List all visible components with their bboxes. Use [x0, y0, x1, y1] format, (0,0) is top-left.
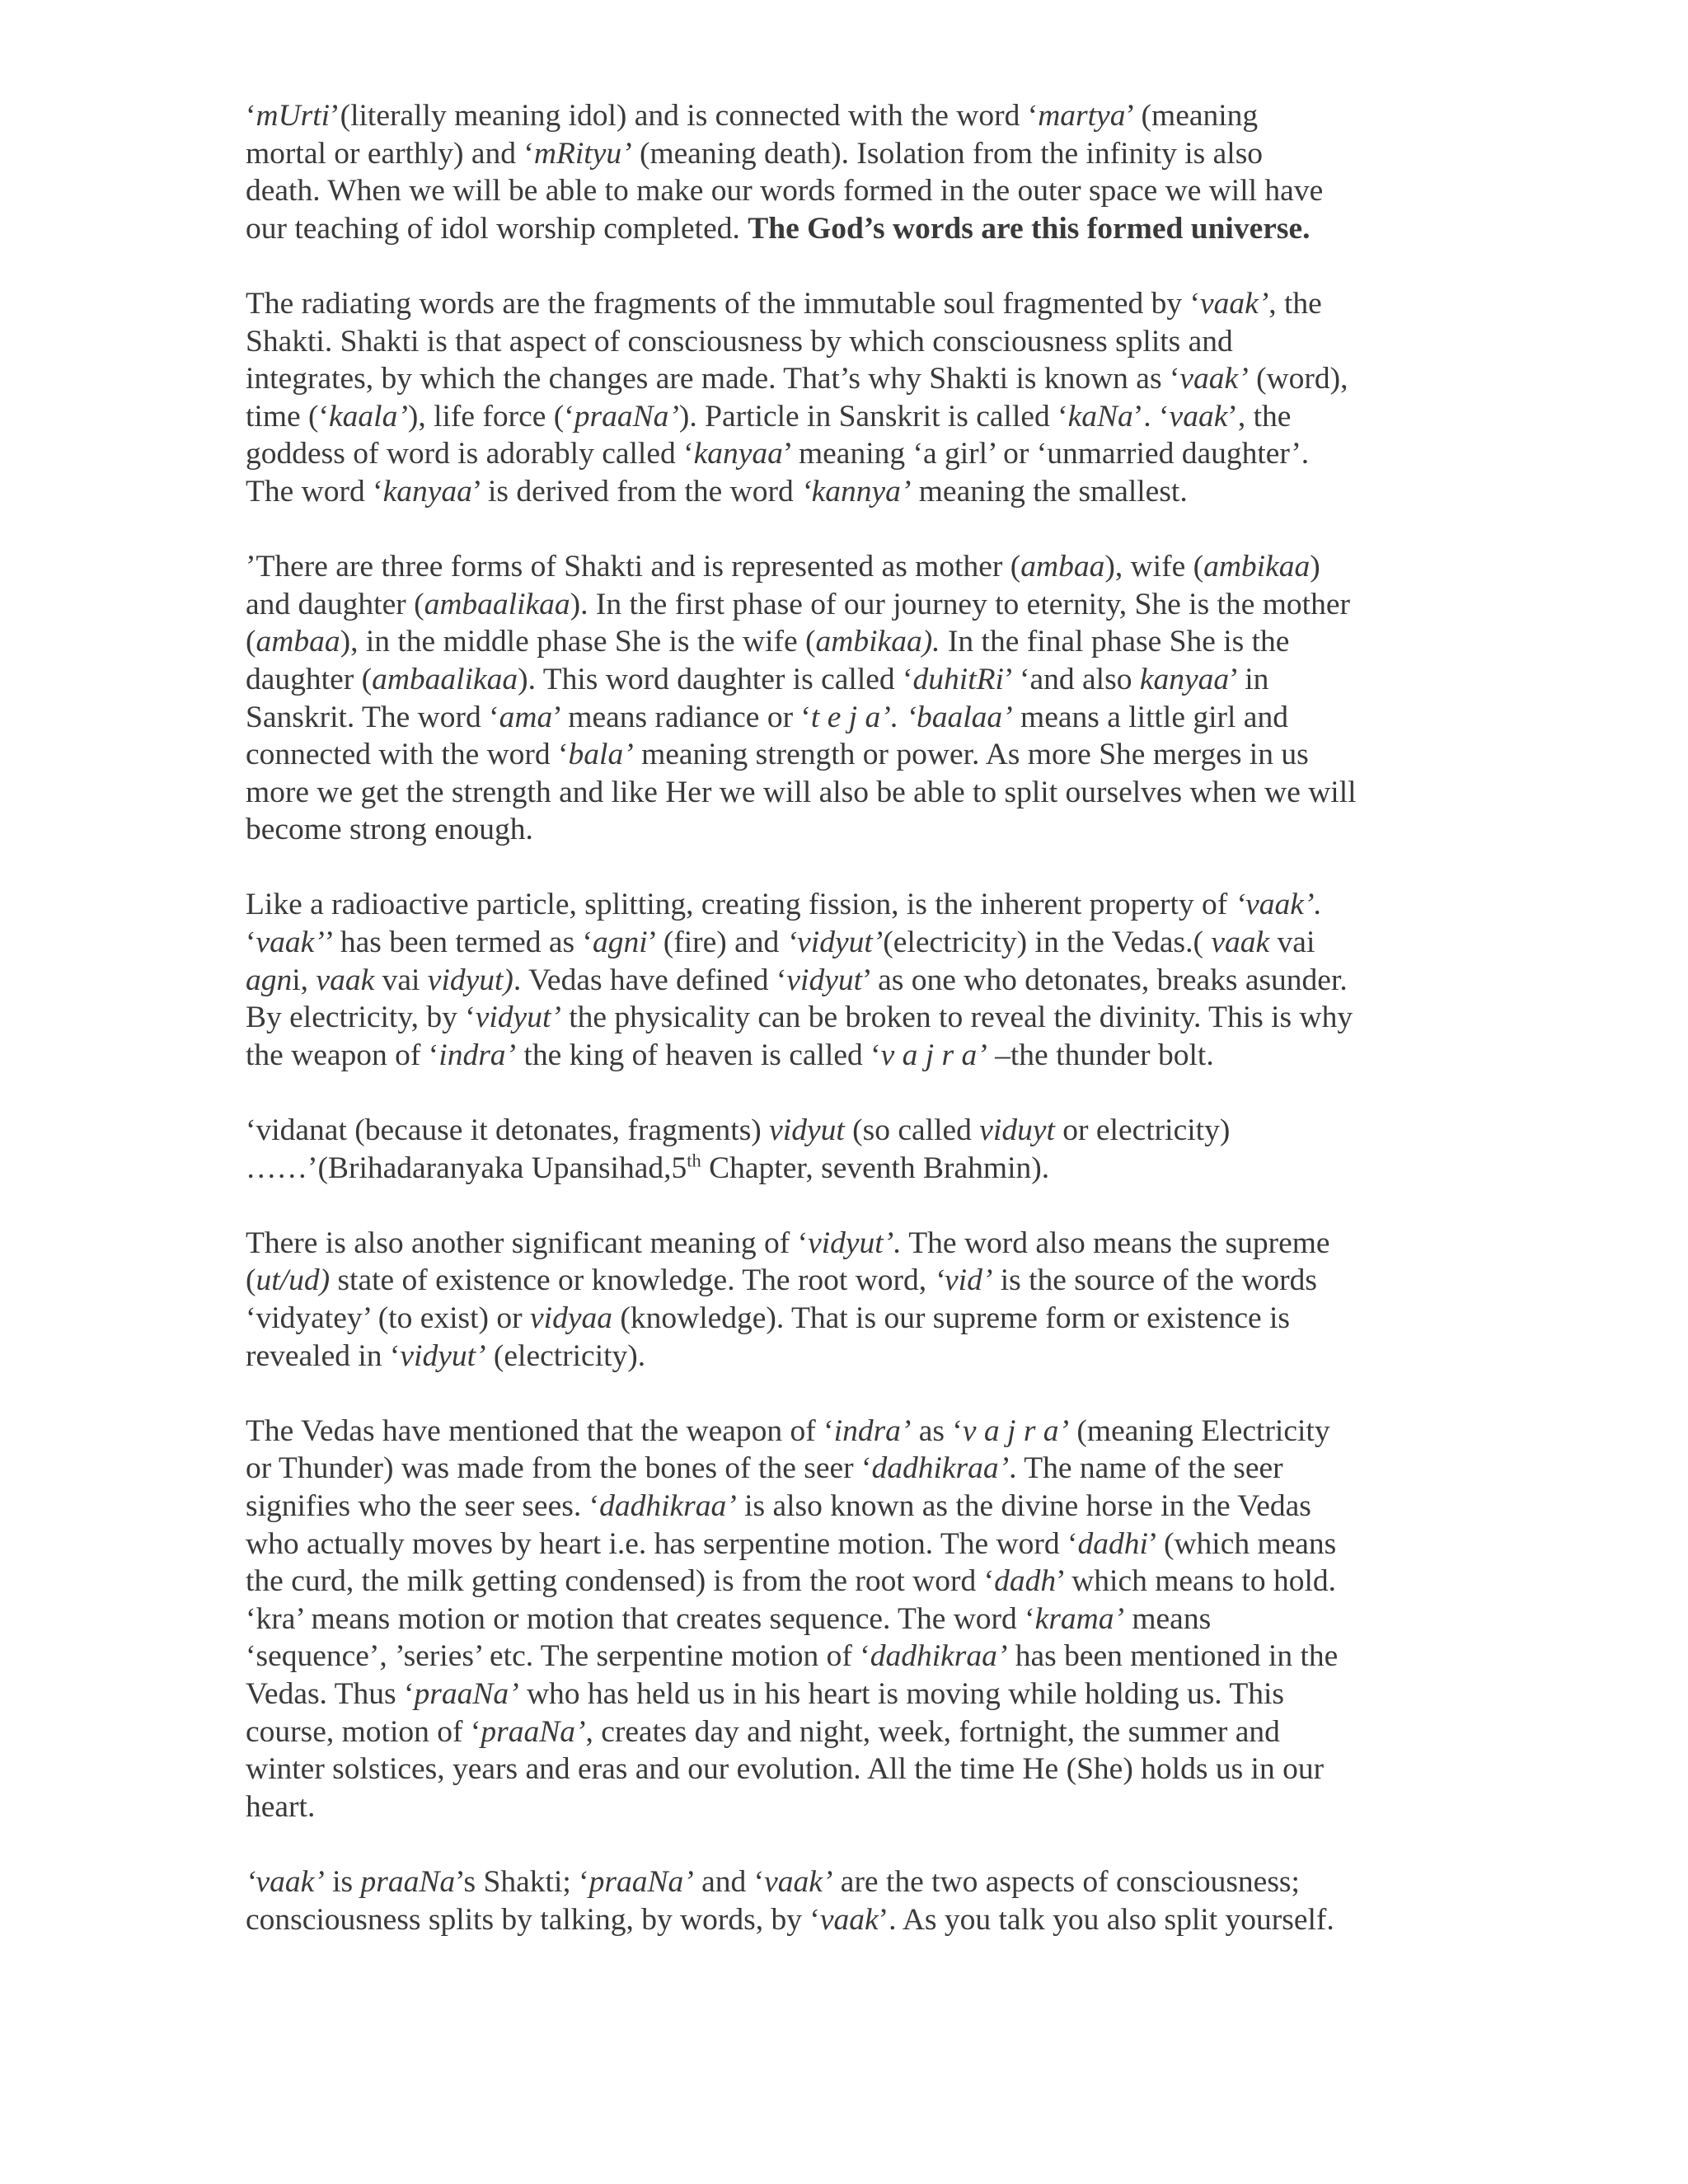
text-segment: ’ ‘and also — [1003, 662, 1140, 696]
paragraph-8 — [246, 1863, 1465, 1938]
text-segment: become strong enough. — [246, 813, 533, 847]
paragraph-7 — [246, 1413, 1465, 1826]
text-segment: ’ meaning ‘a girl’ or ‘unmarried daughter’. — [782, 437, 1310, 471]
text-segment: ). Particle in Sanskrit is called ‘ — [678, 399, 1068, 434]
text-segment: ). In the first phase of our journey to eternity, She is the mother — [570, 587, 1350, 621]
text-line — [246, 1450, 1465, 1488]
text-line — [246, 548, 1465, 586]
bold-text: The God’s words are this formed universe. — [748, 211, 1311, 246]
text-segment: the king of heaven is called ‘ — [516, 1038, 881, 1072]
text-segment: is the source of the words — [992, 1263, 1318, 1298]
text-segment: as ‘ — [911, 1413, 963, 1448]
text-segment: and daughter ( — [246, 587, 424, 621]
italic-term: kanyaa — [1139, 662, 1230, 696]
text-segment: , creates day and night, week, fortnight, the summer and — [585, 1714, 1280, 1749]
paragraph-4 — [246, 886, 1465, 1074]
italic-term: ‘vidyut’ — [786, 926, 884, 960]
italic-term: vaak — [819, 1902, 879, 1937]
text-segment: ‘ — [246, 99, 256, 133]
italic-term: mRityu’ — [533, 136, 632, 171]
text-segment: ‘vidyatey’ (to exist) or — [246, 1301, 531, 1335]
text-segment: ‘kra’ means motion or motion that creates sequence. The word ‘ — [246, 1601, 1035, 1636]
text-line — [246, 398, 1465, 436]
paragraph-2 — [246, 285, 1465, 511]
text-segment: ’ which means to hold. — [1056, 1564, 1336, 1599]
text-segment: (word), — [1248, 362, 1348, 396]
text-segment: winter solstices, years and eras and our evolution. All the time He (She) holds us in our — [246, 1752, 1325, 1787]
text-segment: (meaning death). Isolation from the infinity is also — [631, 136, 1264, 171]
text-segment: ’ means radiance or ‘ — [552, 700, 811, 734]
text-segment: Shakti. Shakti is that aspect of consciousness by which consciousness splits and — [246, 324, 1233, 359]
italic-term: dadh — [994, 1564, 1057, 1599]
text-segment: i, — [292, 963, 316, 997]
text-line — [246, 473, 1465, 511]
text-segment: ’ (meaning — [1125, 99, 1259, 133]
text-segment: ’ is derived from the word — [471, 474, 802, 509]
italic-term: krama’ — [1034, 1601, 1124, 1636]
italic-term: ama — [499, 700, 553, 734]
text-segment: Chapter, seventh Brahmin). — [701, 1151, 1050, 1185]
text-segment: are the two aspects of consciousness; — [832, 1864, 1300, 1899]
text-segment: mortal or earthly) and ‘ — [246, 136, 534, 171]
italic-term: dadhikraa’ — [599, 1488, 737, 1523]
text-line — [246, 623, 1465, 661]
text-segment: (electricity). — [485, 1338, 646, 1373]
text-segment: ’s Shakti; ‘ — [455, 1864, 589, 1899]
text-segment: means a little girl and — [1012, 700, 1288, 734]
italic-term: t e j a’. ‘baalaa’ — [810, 700, 1013, 734]
text-segment: There is also another significant meaning of ‘ — [246, 1226, 809, 1260]
text-segment: integrates, by which the changes are made. That’s why Shakti is known as ‘ — [246, 362, 1180, 396]
text-segment: ( — [246, 1263, 256, 1298]
text-line — [246, 1037, 1465, 1075]
text-line — [246, 924, 1465, 962]
italic-term: vaak’ — [1199, 286, 1269, 321]
paragraph-3 — [246, 548, 1465, 849]
text-segment: has been mentioned in the — [1007, 1639, 1339, 1674]
text-line — [246, 1338, 1465, 1376]
italic-term: dadhikraa’ — [870, 1639, 1008, 1674]
text-segment: (meaning Electricity — [1069, 1413, 1330, 1448]
text-segment: our teaching of idol worship completed. — [246, 211, 748, 246]
italic-term: dadhikraa’ — [871, 1451, 1010, 1486]
italic-term: kaala’ — [329, 399, 408, 434]
text-line — [246, 1601, 1465, 1638]
text-segment: or Thunder) was made from the bones of the seer ‘ — [246, 1451, 872, 1486]
text-segment: , the — [1268, 286, 1322, 321]
italic-term: praaNa’ — [414, 1676, 519, 1711]
italic-term: kanyaa — [693, 437, 783, 471]
text-line — [246, 1863, 1465, 1901]
text-segment: The radiating words are the fragments of the immutable soul fragmented by ‘ — [246, 286, 1200, 321]
text-line — [246, 1563, 1465, 1601]
italic-term: praaNa’ — [481, 1714, 586, 1749]
italic-term: ambaa — [256, 625, 340, 659]
italic-term: martya — [1038, 99, 1126, 133]
text-line — [246, 1225, 1465, 1263]
text-segment: ’ has been termed as ‘ — [324, 926, 593, 960]
text-segment: ( — [246, 625, 256, 659]
text-segment: the curd, the milk getting condensed) is from the root word ‘ — [246, 1564, 995, 1599]
italic-term: vidyut’ — [475, 1001, 561, 1035]
text-line — [246, 661, 1465, 699]
italic-term: ‘vaak’. — [1235, 888, 1322, 922]
superscript: th — [687, 1150, 701, 1171]
italic-term: viduyt — [979, 1113, 1055, 1148]
italic-term: vidyaa — [530, 1301, 612, 1335]
italic-term: v a j r a’ — [880, 1038, 987, 1072]
text-segment: ’(literally meaning idol) and is connected with the word ‘ — [330, 99, 1039, 133]
text-line — [246, 962, 1465, 1000]
text-segment: daughter ( — [246, 662, 373, 696]
text-segment: –the thunder bolt. — [987, 1038, 1214, 1072]
italic-term: praaNa — [360, 1864, 456, 1899]
italic-term: vaak’ — [256, 926, 325, 960]
text-line — [246, 736, 1465, 774]
text-line — [246, 699, 1465, 737]
italic-term: kaNa — [1067, 399, 1133, 434]
body-text — [246, 97, 1465, 1976]
paragraph-1 — [246, 97, 1465, 247]
text-segment: is also known as the divine horse in the Vedas — [736, 1488, 1311, 1523]
text-line — [246, 1488, 1465, 1526]
text-line — [246, 435, 1465, 473]
text-line — [246, 1675, 1465, 1713]
text-segment: ‘ — [246, 926, 256, 960]
text-segment: By electricity, by ‘ — [246, 1001, 476, 1035]
italic-term: ut/ud) — [256, 1263, 331, 1298]
text-line — [246, 285, 1465, 323]
text-segment: ) — [1310, 550, 1320, 584]
italic-term: ambaa — [1020, 550, 1105, 584]
italic-term: dadhi — [1077, 1526, 1148, 1561]
text-segment: . Vedas have defined ‘ — [513, 963, 787, 997]
text-segment: ’, the — [1227, 399, 1292, 434]
text-segment: time (‘ — [246, 399, 330, 434]
text-segment: ’ in — [1229, 662, 1269, 696]
paragraph-6 — [246, 1225, 1465, 1375]
text-segment: vai — [1269, 926, 1315, 960]
text-segment: state of existence or knowledge. The root word, — [330, 1263, 935, 1298]
text-line — [246, 1300, 1465, 1338]
text-segment: ……’(Brihadaranyaka Upansihad,5 — [246, 1151, 687, 1185]
text-segment: who has held us in his heart is moving while holding us. This — [518, 1676, 1285, 1711]
italic-term: ‘vaak’ — [246, 1864, 325, 1899]
text-segment: is — [324, 1864, 361, 1899]
text-segment: goddess of word is adorably called ‘ — [246, 437, 694, 471]
text-segment: connected with the word ‘ — [246, 738, 569, 772]
text-line — [246, 1901, 1465, 1939]
text-segment: ’ (fire) and — [647, 926, 787, 960]
text-line — [246, 1262, 1465, 1300]
text-line — [246, 1150, 1465, 1188]
italic-term: agn — [246, 963, 293, 997]
text-segment: (knowledge). That is our supreme form or existence is — [612, 1301, 1290, 1335]
text-segment: consciousness splits by talking, by words, by ‘ — [246, 1902, 820, 1937]
text-segment: Sanskrit. The word ‘ — [246, 700, 499, 734]
text-segment: meaning strength or power. As more She merges in us — [633, 738, 1309, 772]
italic-term: indra’ — [833, 1413, 912, 1448]
italic-term: kanyaa — [382, 474, 472, 509]
text-segment: signifies who the seer sees. ‘ — [246, 1488, 600, 1523]
italic-term: duhitRi — [912, 662, 1004, 696]
text-line — [246, 999, 1465, 1037]
text-segment: Like a radioactive particle, splitting, creating fission, is the inherent property of — [246, 888, 1236, 922]
italic-term: praaNa’ — [574, 399, 679, 434]
text-line — [246, 210, 1465, 248]
text-segment: means — [1123, 1601, 1212, 1636]
text-line — [246, 135, 1465, 173]
text-segment: ‘sequence’, ’series’ etc. The serpentine motion of ‘ — [246, 1639, 870, 1674]
text-segment: more we get the strength and like Her we will also be able to split ourselves when we will — [246, 775, 1357, 809]
italic-term: vaak — [1169, 399, 1228, 434]
italic-term: agni — [592, 926, 648, 960]
text-segment: ’ (which means — [1147, 1526, 1337, 1561]
text-segment: ), life force (‘ — [407, 399, 574, 434]
text-line — [246, 1413, 1465, 1451]
text-line — [246, 97, 1465, 135]
italic-term: ambikaa — [1203, 550, 1311, 584]
text-segment: The word ‘ — [246, 474, 383, 509]
text-segment: or electricity) — [1054, 1113, 1231, 1148]
text-segment: the physicality can be broken to reveal the divinity. This is why — [560, 1001, 1353, 1035]
text-segment: . The name of the seer — [1009, 1451, 1283, 1486]
text-segment: (so called — [844, 1113, 980, 1148]
italic-term: mUrti — [256, 99, 331, 133]
text-line — [246, 774, 1465, 812]
text-segment: ’. ‘ — [1132, 399, 1170, 434]
text-segment: heart. — [246, 1789, 316, 1824]
text-segment: and ‘ — [693, 1864, 765, 1899]
text-segment: ’ as one who detonates, breaks asunder. — [862, 963, 1348, 997]
text-segment: who actually moves by heart i.e. has serpentine motion. The word ‘ — [246, 1526, 1078, 1561]
italic-term: vidyut’. — [808, 1226, 902, 1260]
text-segment: The Vedas have mentioned that the weapon of ‘ — [246, 1413, 834, 1448]
text-segment: ), wife ( — [1104, 550, 1204, 584]
italic-term: v a j r a’ — [962, 1413, 1070, 1448]
italic-term: ‘kannya’ — [801, 474, 912, 509]
italic-term: vaak — [1211, 926, 1270, 960]
text-line — [246, 172, 1465, 210]
italic-term: vidyut — [769, 1113, 845, 1148]
text-line — [246, 1526, 1465, 1563]
italic-term: ambikaa). — [815, 625, 940, 659]
text-segment: course, motion of ‘ — [246, 1714, 481, 1749]
text-segment: the weapon of ‘ — [246, 1038, 439, 1072]
italic-term: ambaalikaa — [424, 587, 570, 621]
text-segment: meaning the smallest. — [911, 474, 1188, 509]
text-segment: ’. As you talk you also split yourself. — [878, 1902, 1334, 1937]
paragraph-5 — [246, 1112, 1465, 1187]
italic-term: vidyut’ — [400, 1338, 486, 1373]
italic-term: ‘vid’ — [934, 1263, 993, 1298]
text-line — [246, 1788, 1465, 1826]
text-segment: death. When we will be able to make our words formed in the outer space we will have — [246, 174, 1324, 209]
italic-term: vidyut) — [427, 963, 513, 997]
text-line — [246, 1713, 1465, 1751]
text-segment: ), in the middle phase She is the wife ( — [340, 625, 816, 659]
text-segment: In the final phase She is the — [940, 625, 1290, 659]
text-segment: vai — [374, 963, 428, 997]
italic-term: indra’ — [438, 1038, 517, 1072]
italic-term: vaak’ — [764, 1864, 833, 1899]
text-line — [246, 1750, 1465, 1788]
text-segment: ‘vidanat (because it detonates, fragments) — [246, 1113, 770, 1148]
text-line — [246, 360, 1465, 398]
text-line — [246, 586, 1465, 624]
text-line — [246, 1112, 1465, 1150]
text-segment: (electricity) in the Vedas.( — [883, 926, 1212, 960]
italic-term: praaNa’ — [588, 1864, 694, 1899]
italic-term: vidyut — [786, 963, 863, 997]
italic-term: vaak — [316, 963, 375, 997]
text-line — [246, 323, 1465, 361]
text-segment: ). This word daughter is called ‘ — [518, 662, 913, 696]
italic-term: bala’ — [568, 738, 634, 772]
text-line — [246, 811, 1465, 849]
text-segment: The word also means the supreme — [901, 1226, 1330, 1260]
italic-term: vaak’ — [1179, 362, 1249, 396]
text-line — [246, 1638, 1465, 1675]
text-segment: revealed in ‘ — [246, 1338, 401, 1373]
italic-term: ambaalikaa — [372, 662, 518, 696]
text-segment: ’There are three forms of Shakti and is represented as mother ( — [246, 550, 1021, 584]
text-segment: Vedas. Thus ‘ — [246, 1676, 415, 1711]
text-line — [246, 886, 1465, 924]
